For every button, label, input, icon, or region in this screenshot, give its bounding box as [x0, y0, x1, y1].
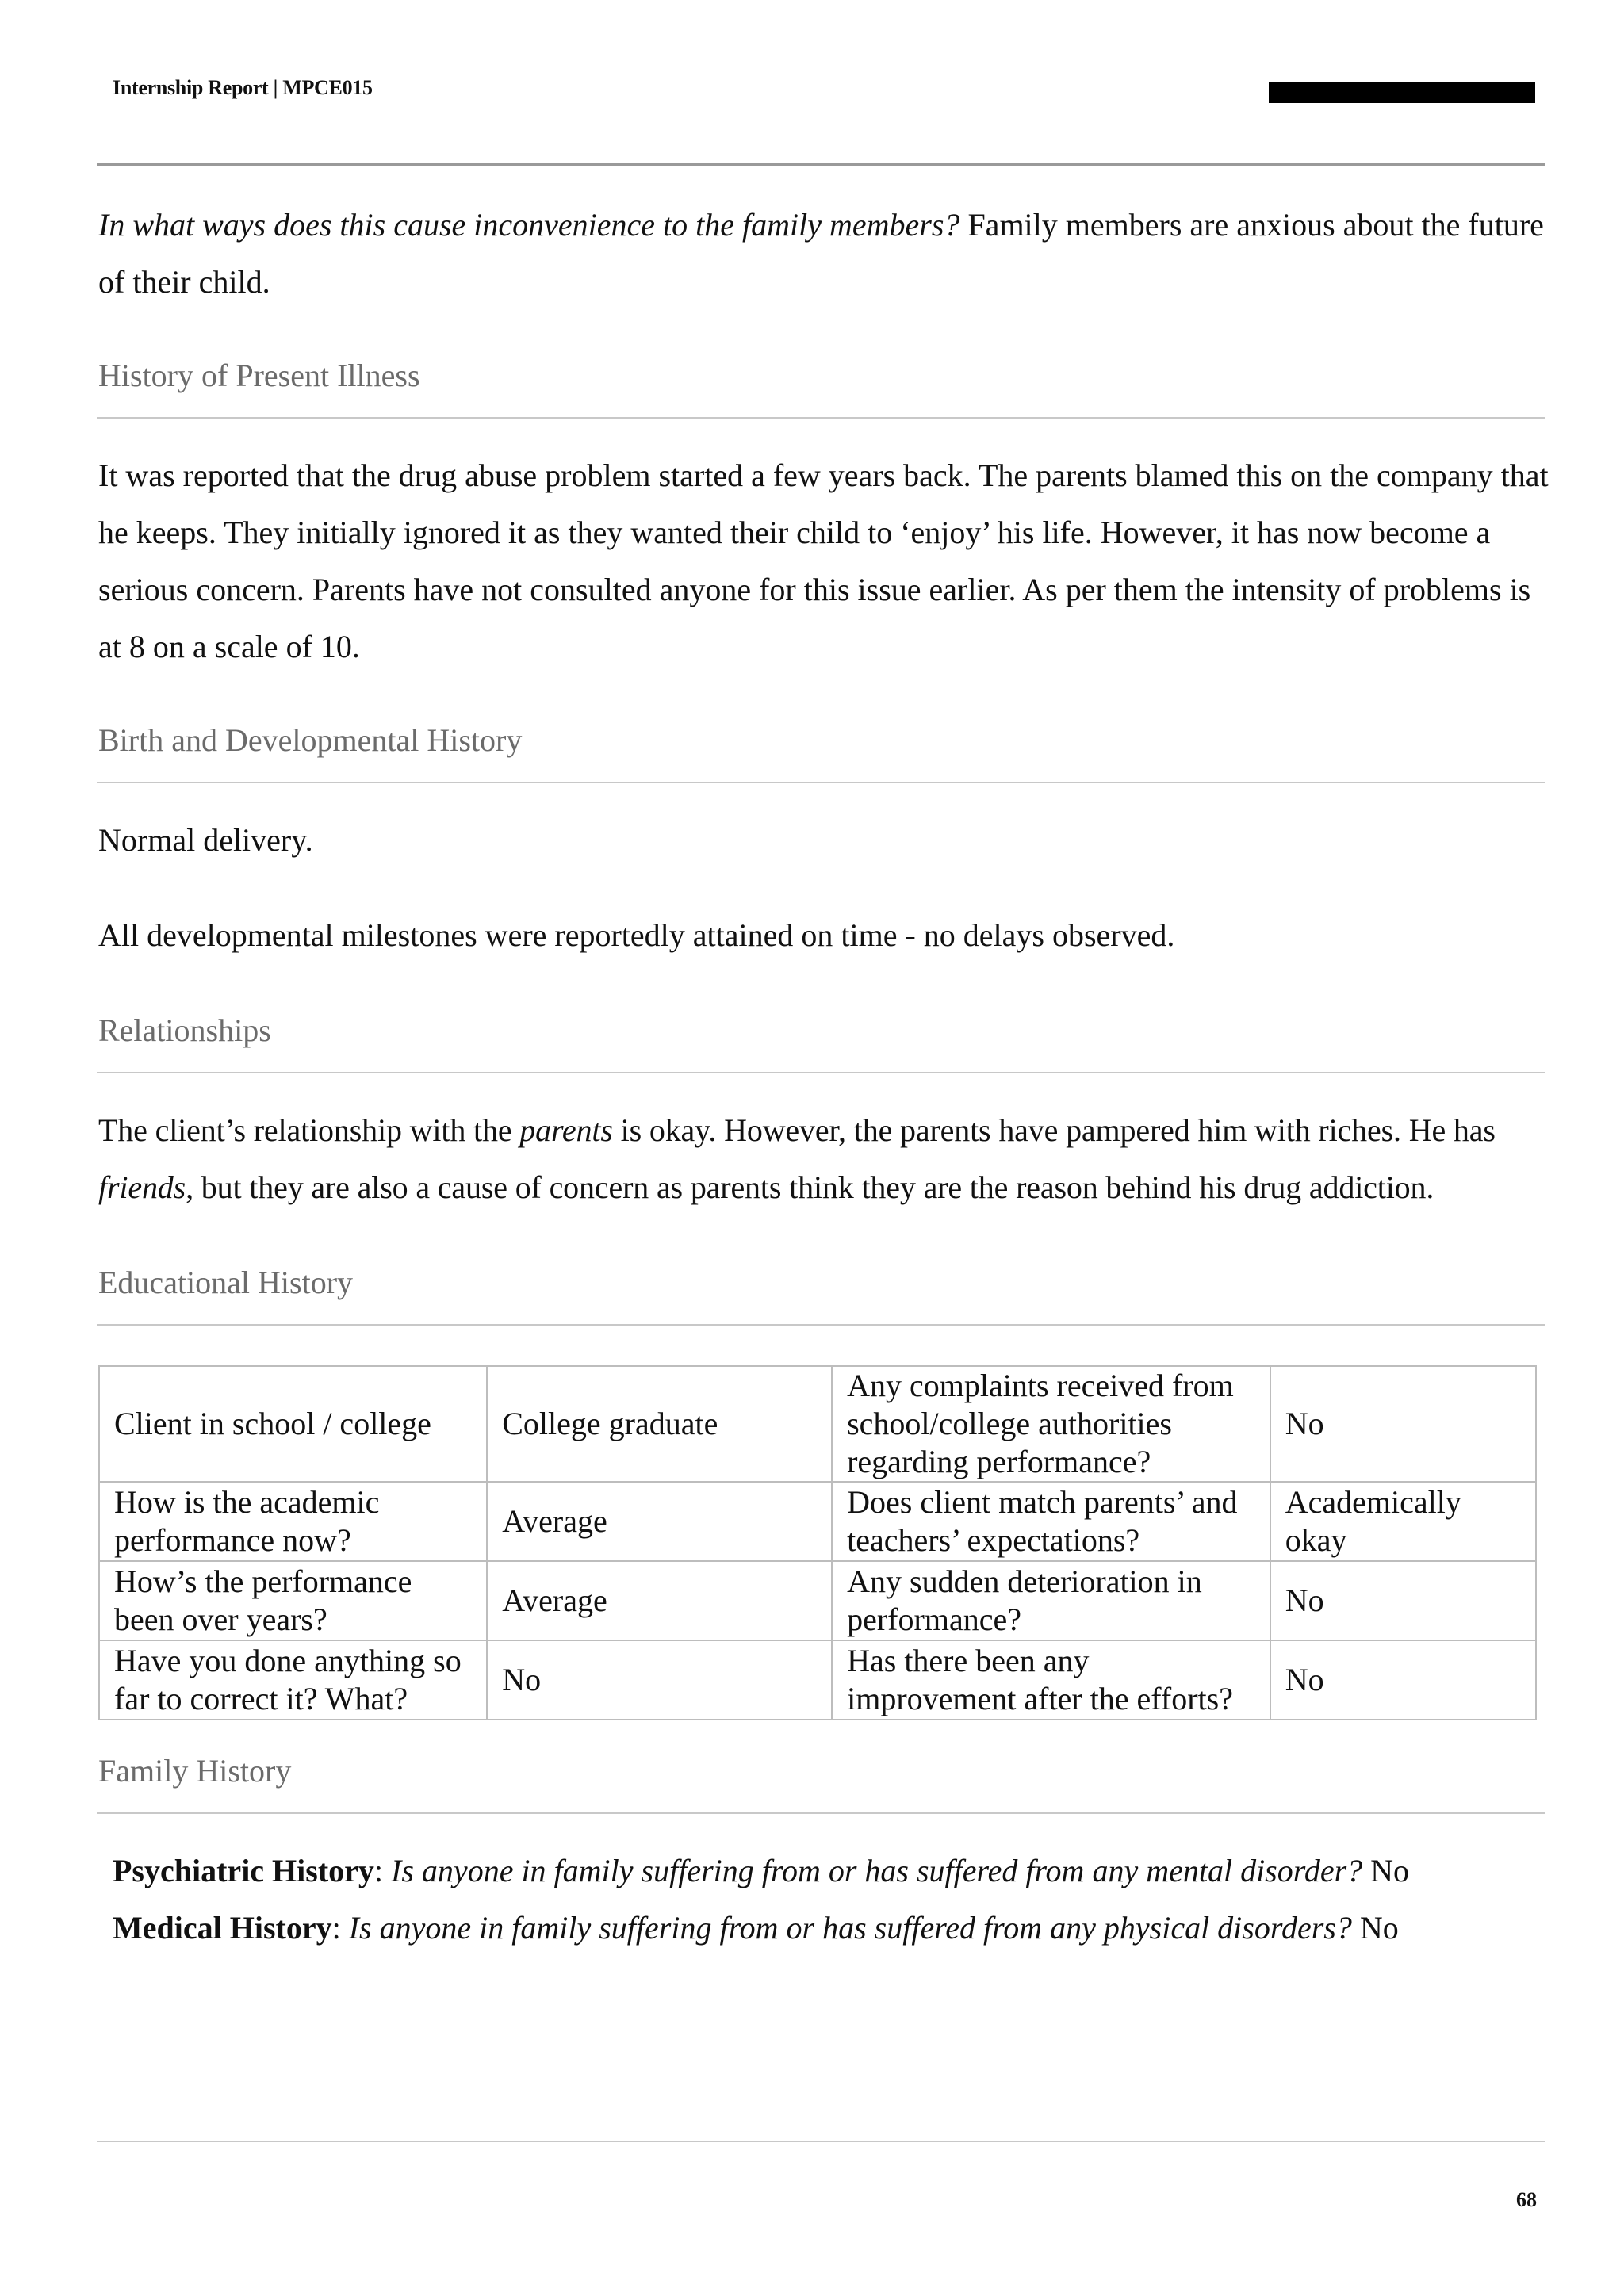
table-cell: How is the academic performance now?	[99, 1482, 487, 1561]
friends-emphasis: friends	[98, 1169, 186, 1205]
birth-line-2: All developmental milestones were reportedly attained on time - no delays observed.	[98, 917, 1175, 953]
medical-question: Is anyone in family suffering from or has suffered from any physical disorders?	[348, 1910, 1352, 1946]
heading-educational-history: Educational History	[98, 1265, 354, 1300]
medical-history-line: Medical History: Is anyone in family suffering from or has suffered from any physical disorders? No	[113, 1910, 1399, 1946]
table-cell: Academically okay	[1270, 1482, 1536, 1561]
intro-answer: Family members are anxious about the future of their child.	[98, 207, 1544, 300]
table-cell: Client in school / college	[99, 1366, 487, 1482]
table-row	[99, 1366, 1536, 1482]
parents-emphasis: parents	[519, 1112, 613, 1148]
table-cell: Any complaints received from school/college authorities regarding performance?	[832, 1366, 1270, 1482]
table-cell: Average	[487, 1482, 832, 1561]
section-rule	[97, 782, 1545, 783]
medical-answer: No	[1359, 1910, 1399, 1946]
heading-birth-history: Birth and Developmental History	[98, 722, 523, 758]
section-rule	[97, 1812, 1545, 1814]
table-row	[99, 1482, 1536, 1561]
psychiatric-answer: No	[1370, 1853, 1410, 1888]
page-number: 68	[1516, 2188, 1537, 2211]
table-cell: Any sudden deterioration in performance?	[832, 1561, 1270, 1640]
heading-relationships: Relationships	[98, 1012, 271, 1048]
section-rule	[97, 1324, 1545, 1326]
page-header-title: Internship Report | MPCE015	[113, 76, 373, 99]
birth-line-1: Normal delivery.	[98, 822, 313, 858]
educational-history-table	[98, 1365, 1537, 1720]
table-row	[99, 1561, 1536, 1640]
redaction-bar	[1269, 82, 1535, 103]
table-cell: Does client match parents’ and teachers’ expectations?	[832, 1482, 1270, 1561]
table-cell: College graduate	[487, 1366, 832, 1482]
intro-paragraph	[98, 197, 1549, 311]
medical-label: Medical History	[113, 1910, 332, 1946]
psychiatric-label: Psychiatric History	[113, 1853, 374, 1888]
intro-question: In what ways does this cause inconvenience to the family members?	[98, 207, 960, 243]
table-cell: Average	[487, 1561, 832, 1640]
table-cell: No	[487, 1640, 832, 1720]
table-cell: How’s the performance been over years?	[99, 1561, 487, 1640]
heading-family-history: Family History	[98, 1753, 292, 1789]
present-illness-text: It was reported that the drug abuse problem started a few years back. The parents blamed this on the company that he keeps. They initially ignored it as they wanted their child to ‘enjoy’ his life. However, it has now become a serious concern. Parents have not consulted anyone for this issue earlier. As per them the intensity of problems is at 8 on a scale of 10.	[98, 457, 1549, 664]
table-cell: No	[1270, 1366, 1536, 1482]
section-rule	[97, 417, 1545, 419]
section-rule	[97, 1072, 1545, 1073]
footer-rule	[97, 2141, 1545, 2142]
relationships-text: The client’s relationship with the parents is okay. However, the parents have pampered him with riches. He has friends, but they are also a cause of concern as parents think they are the reason behind his drug addiction.	[98, 1112, 1496, 1205]
psychiatric-history-line: Psychiatric History: Is anyone in family suffering from or has suffered from any mental disorder? No	[113, 1853, 1410, 1888]
table-cell: No	[1270, 1640, 1536, 1720]
table-cell: No	[1270, 1561, 1536, 1640]
table-cell: Have you done anything so far to correct it? What?	[99, 1640, 487, 1720]
table-cell: Has there been any improvement after the efforts?	[832, 1640, 1270, 1720]
psychiatric-question: Is anyone in family suffering from or has suffered from any mental disorder?	[391, 1853, 1363, 1888]
table-row	[99, 1640, 1536, 1720]
heading-present-illness: History of Present Illness	[98, 358, 420, 393]
header-rule	[97, 163, 1545, 166]
